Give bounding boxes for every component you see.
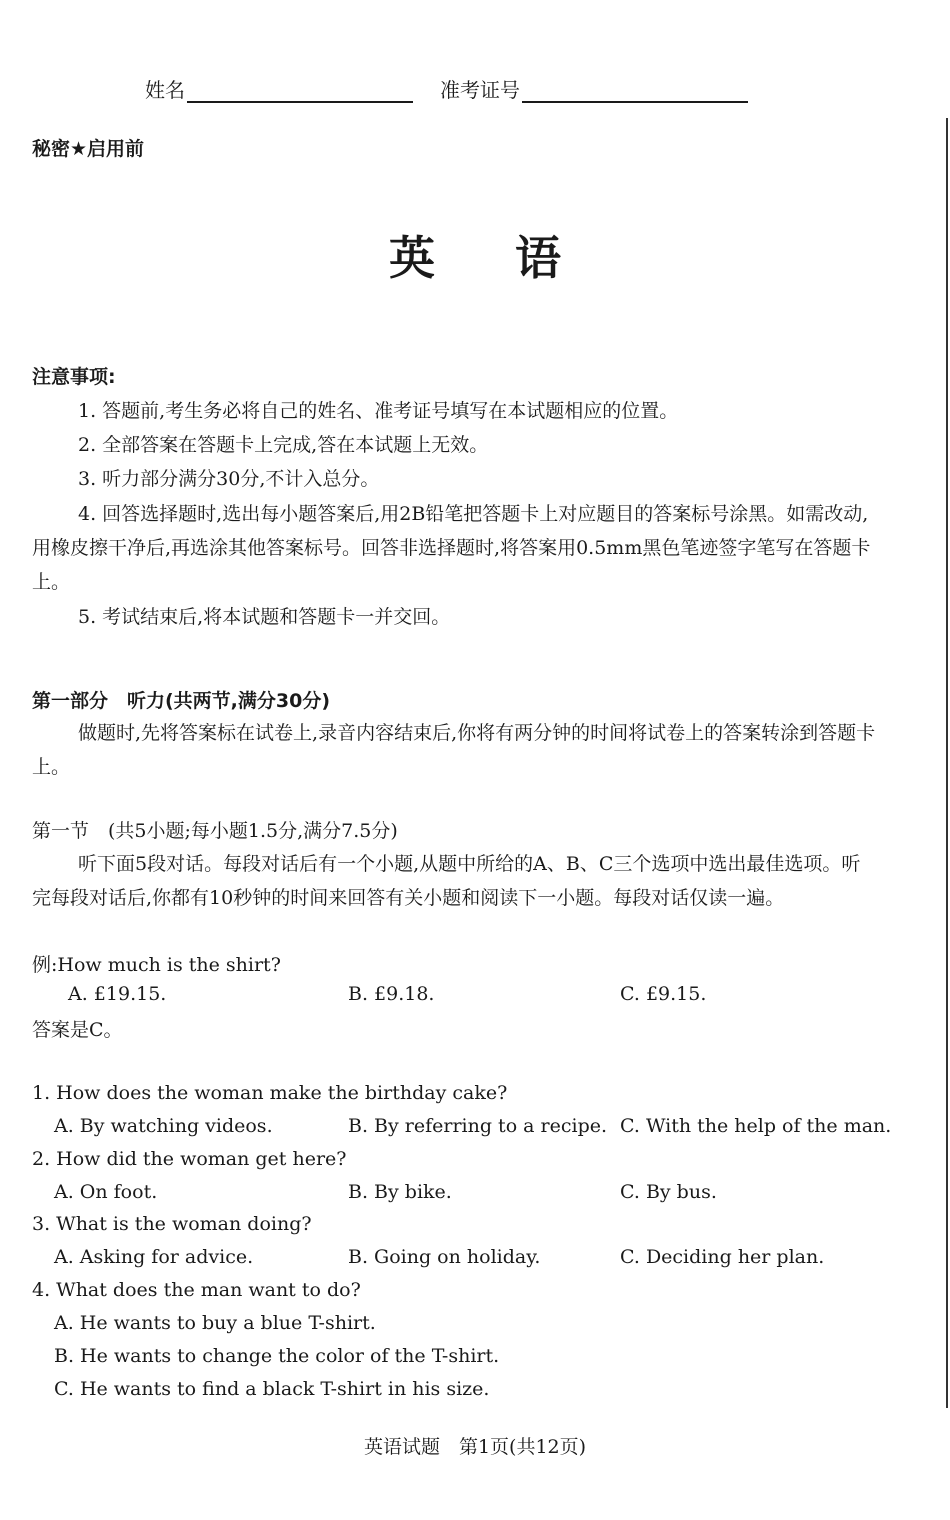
page-title: 英语 [389,231,641,285]
q2-option-a[interactable]: A. On foot. [54,1181,158,1203]
q1-option-a[interactable]: A. By watching videos. [54,1115,273,1137]
secret-mark: 秘密★启用前 [32,138,145,160]
example-answer: 答案是C。 [32,1019,123,1041]
exam-id-field[interactable] [440,74,748,103]
exam-id-label: 准考证号 [440,78,520,102]
section1-instruction: 听下面5段对话。每段对话后有一个小题,从题中所给的A、B、C三个选项中选出最佳选项。听完每段对话后,你都有10秒钟的时间来回答有关小题和阅读下一小题。每段对话仅读一遍。 [32,853,861,909]
q4-option-b[interactable]: B. He wants to change the color of the T-shirt. [54,1345,500,1367]
name-field[interactable] [145,74,413,103]
q2-option-c[interactable]: C. By bus. [620,1181,717,1203]
notice-item: 2. 全部答案在答题卡上完成,答在本试题上无效。 [78,434,489,456]
part1-instruction: 做题时,先将答案标在试卷上,录音内容结束后,你将有两分钟的时间将试卷上的答案转涂到答题卡上。 [32,722,876,778]
question-2: 2. How did the woman get here? [32,1148,347,1170]
question-4: 4. What does the man want to do? [32,1279,361,1301]
question-1: 1. How does the woman make the birthday cake? [32,1082,508,1104]
question-3: 3. What is the woman doing? [32,1213,312,1235]
name-blank[interactable] [187,79,413,103]
notice-item: 5. 考试结束后,将本试题和答题卡一并交回。 [78,606,451,628]
q1-option-c[interactable]: C. With the help of the man. [620,1115,892,1137]
q3-option-a[interactable]: A. Asking for advice. [54,1246,254,1268]
q3-option-c[interactable]: C. Deciding her plan. [620,1246,825,1268]
q4-option-c[interactable]: C. He wants to find a black T-shirt in his size. [54,1378,490,1400]
q1-option-b[interactable]: B. By referring to a recipe. [348,1115,608,1137]
example-option-c: C. £9.15. [620,983,707,1005]
q4-option-a[interactable]: A. He wants to buy a blue T-shirt. [54,1312,376,1334]
page-footer: 英语试题 第1页(共12页) [363,1436,587,1458]
notice-item: 3. 听力部分满分30分,不计入总分。 [78,468,380,490]
section1-heading: 第一节 (共5小题;每小题1.5分,满分7.5分) [32,820,398,842]
notice-item: 4. 回答选择题时,选出每小题答案后,用2B铅笔把答题卡上对应题目的答案标号涂黑。如需改动,用橡皮擦干净后,再选涂其他答案标号。回答非选择题时,将答案用0.5mm黑色笔迹签字笔写在答题卡上。 [32,503,871,593]
page-edge-line [946,118,948,1408]
q2-option-b[interactable]: B. By bike. [348,1181,452,1203]
name-label: 姓名 [145,78,185,102]
example-option-a: A. £19.15. [68,983,167,1005]
part1-heading: 第一部分 听力(共两节,满分30分) [32,690,331,712]
example-option-b: B. £9.18. [348,983,435,1005]
notice-item: 1. 答题前,考生务必将自己的姓名、准考证号填写在本试题相应的位置。 [78,400,679,422]
example-question: 例:How much is the shirt? [32,954,281,976]
notice-heading: 注意事项: [32,366,116,388]
exam-id-blank[interactable] [522,79,748,103]
q3-option-b[interactable]: B. Going on holiday. [348,1246,541,1268]
